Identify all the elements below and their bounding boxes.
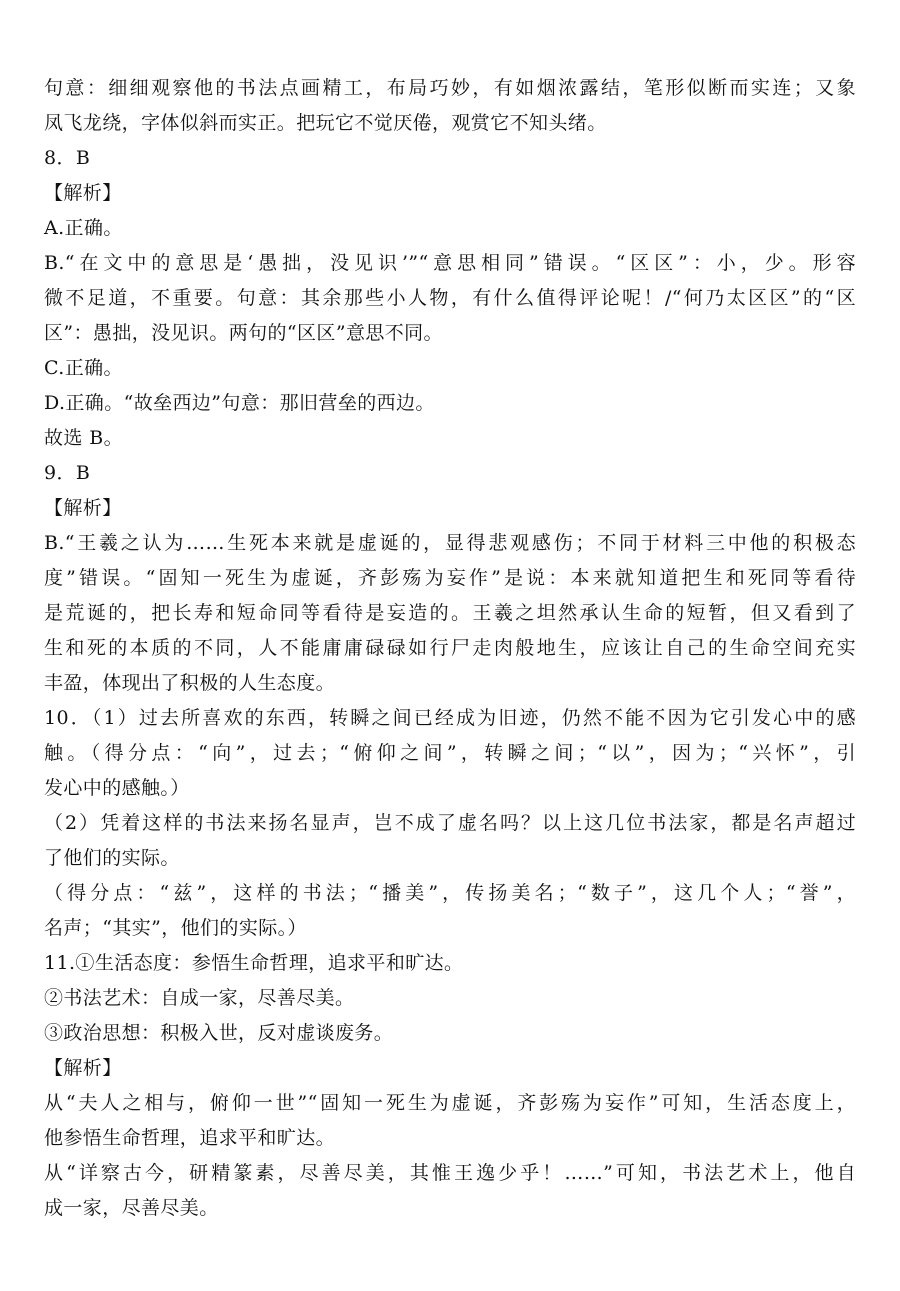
text-line: 是荒诞的，把长寿和短命同等看待是妄造的。王羲之坦然承认生命的短暂，但又看到了: [44, 602, 856, 624]
question-9-answer: 9．B: [44, 462, 91, 484]
answer-text-body: [44, 71, 856, 1226]
question-10-answer: 10．（1）过去所喜欢的东西，转瞬之间已经成为旧迹，仍然不能不因为它引发心中的感: [44, 707, 856, 729]
text-line: 丰盈，体现出了积极的人生态度。: [44, 672, 336, 694]
text-line: 微不足道，不重要。句意：其余那些小人物，有什么值得评论呢！/“何乃太区区”的“区: [44, 287, 856, 309]
text-line: ②书法艺术：自成一家，尽善尽美。: [44, 987, 355, 1009]
text-line: 凤飞龙绕，字体似斜而实正。把玩它不觉厌倦，观赏它不知头绪。: [44, 112, 607, 134]
question-8-answer: 8．B: [44, 147, 91, 169]
text-line: 他参悟生命哲理，追求平和旷达。: [44, 1127, 336, 1149]
text-line: ③政治思想：积极入世，反对虚谈废务。: [44, 1022, 394, 1044]
text-line: B.“王羲之认为……生死本来就是虚诞的，显得悲观感伤；不同于材料三中他的积极态: [44, 532, 856, 554]
text-line: 触。（得分点：“向”，过去；“俯仰之间”，转瞬之间；“以”，因为；“兴怀”，引: [44, 742, 856, 764]
text-line: 故选 B。: [44, 427, 124, 449]
text-line: 句意：细细观察他的书法点画精工，布局巧妙，有如烟浓露结，笔形似断而实连；又象: [44, 77, 856, 99]
text-line: （2）凭着这样的书法来扬名显声，岂不成了虚名吗？以上这几位书法家，都是名声超过: [44, 812, 856, 834]
text-line: 从“夫人之相与，俯仰一世”“固知一死生为虚诞，齐彭殇为妄作”可知，生活态度上，: [44, 1092, 856, 1114]
text-line: A.正确。: [44, 217, 123, 239]
analysis-heading: 【解析】: [44, 182, 122, 204]
analysis-heading: 【解析】: [44, 1057, 122, 1079]
text-line: 成一家，尽善尽美。: [44, 1197, 219, 1219]
text-line: 区”：愚拙，没见识。两句的“区区”意思不同。: [44, 322, 443, 344]
text-line: D.正确。“故垒西边”句意：那旧营垒的西边。: [44, 392, 435, 414]
text-line: 了他们的实际。: [44, 847, 180, 869]
text-line: 生和死的本质的不同，人不能庸庸碌碌如行尸走肉般地生，应该让自己的生命空间充实: [44, 637, 856, 659]
text-line: 度”错误。“固知一死生为虚诞，齐彭殇为妄作”是说：本来就知道把生和死同等看待: [44, 567, 856, 589]
question-11-answer: 11.①生活态度：参悟生命哲理，追求平和旷达。: [44, 952, 464, 974]
text-line: 发心中的感触。）: [44, 777, 190, 799]
text-line: B.“在文中的意思是‘愚拙，没见识’”“意思相同”错误。“区区”：小，少。形容: [44, 252, 856, 274]
text-line: C.正确。: [44, 357, 123, 379]
text-line: 名声；“其实”，他们的实际。）: [44, 917, 307, 939]
analysis-heading: 【解析】: [44, 497, 122, 519]
text-line: （得分点：“兹”，这样的书法；“播美”，传扬美名；“数子”，这几个人；“誉”，: [44, 882, 856, 904]
text-line: 从“详察古今，研精篆素，尽善尽美，其惟王逸少乎！……”可知，书法艺术上，他自: [44, 1162, 856, 1184]
